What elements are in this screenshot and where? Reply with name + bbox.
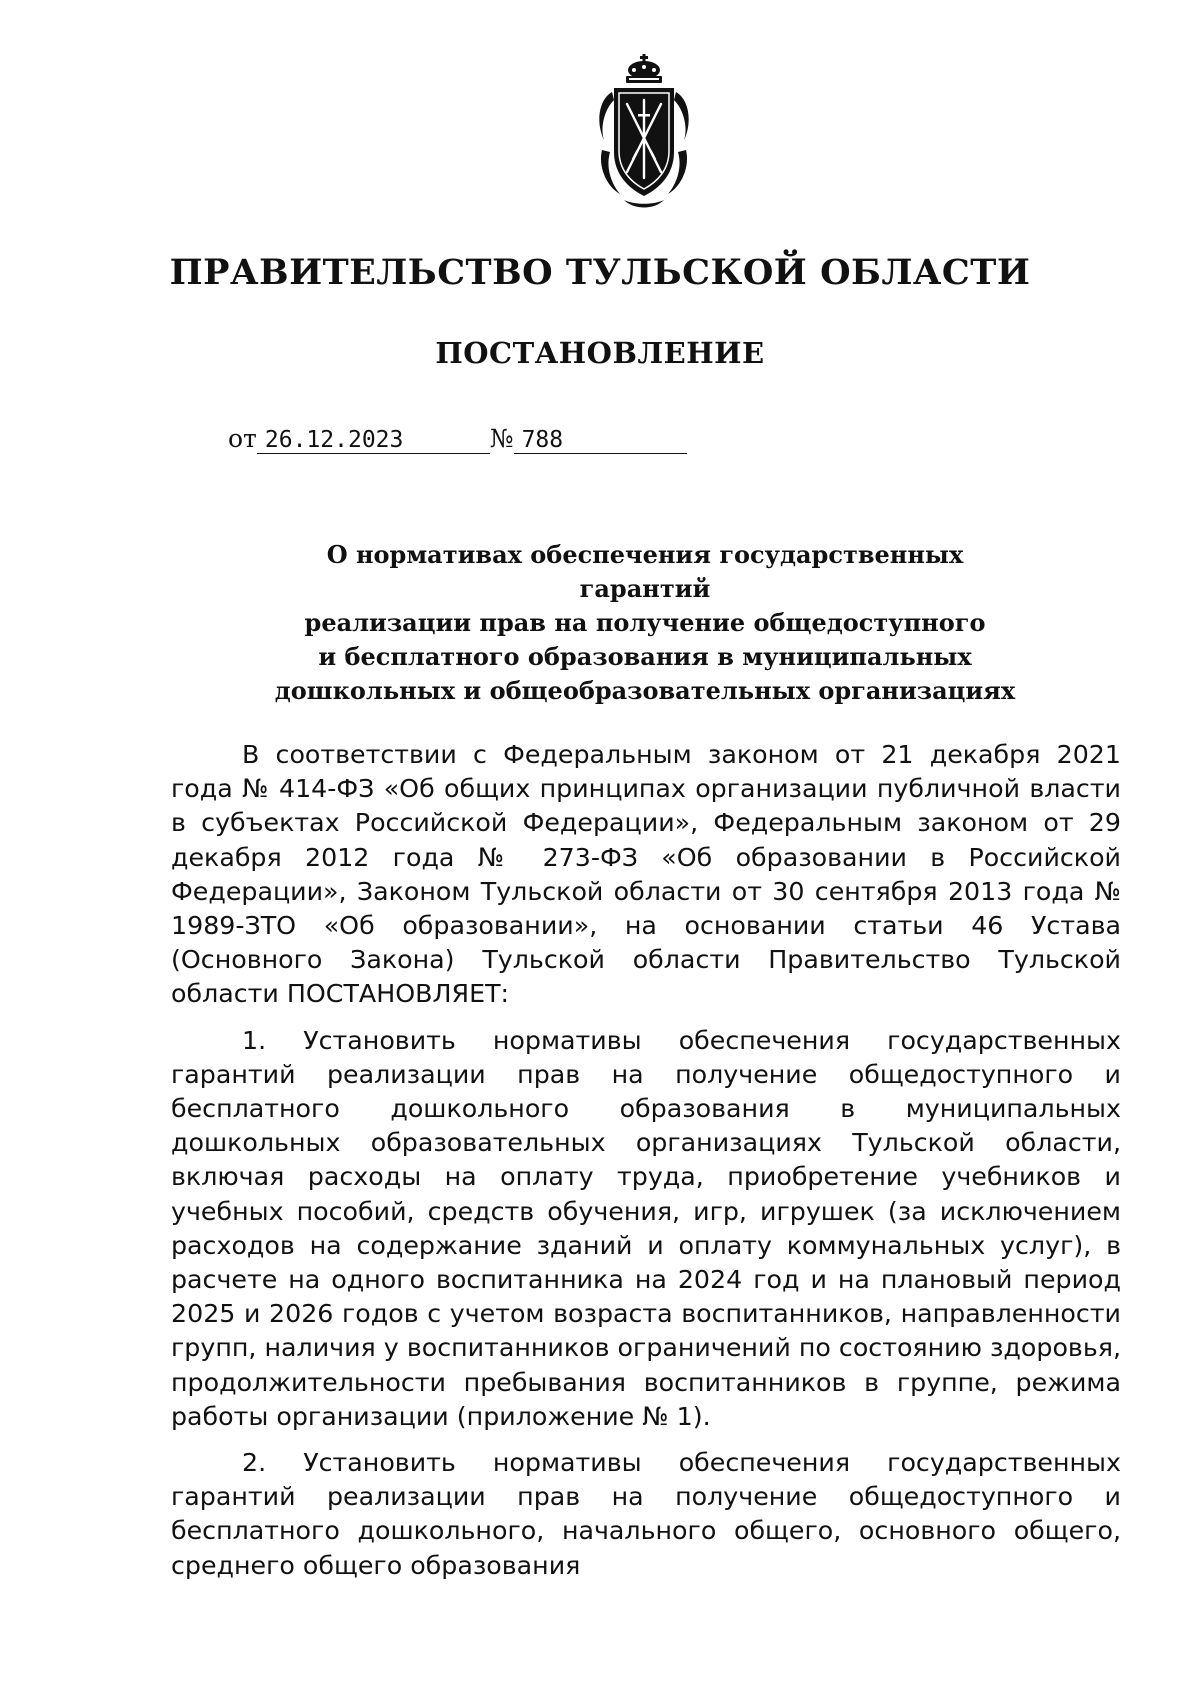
coat-of-arms-icon — [594, 54, 694, 214]
date-label: от — [228, 424, 257, 453]
tula-coat-of-arms-icon — [594, 54, 694, 214]
document-subject — [260, 538, 1030, 708]
clause-2-paragraph: 2. Установить нормативы обеспечения государственных гарантий реализации прав на получение общедоступного и бесплатного дошкольного, начального общего, основного общего, среднего общего образования — [171, 1448, 1121, 1580]
document-body — [171, 738, 1121, 1583]
document-number: 788 — [514, 427, 687, 454]
document-type: ПОСТАНОВЛЕНИЕ — [435, 336, 765, 370]
subject-line: О нормативах обеспечения государственных гарантий — [326, 540, 964, 603]
subject-line: и бесплатного образования в муниципальных — [318, 642, 972, 671]
clause-1-paragraph: 1. Установить нормативы обеспечения государственных гарантий реализации прав на получение общедоступного и бесплатного дошкольного образования в муниципальных дошкольных образовательных организациях Тульской области, включая расходы на оплату труда, приобретение учебников и учебных пособий, средств обучения, игр, игрушек (за исключением расходов на содержание зданий и оплату коммунальных услуг), в расчете на одного воспитанника на 2024 год и на плановый период 2025 и 2026 годов с учетом возраста воспитанников, направленности групп, наличия у воспитанников ограничений по состоянию здоровья, продолжительности пребывания воспитанников в группе, режима работы организации (приложение № 1). — [171, 1025, 1121, 1431]
subject-line: реализации прав на получение общедоступного — [304, 608, 986, 637]
subject-line: дошкольных и общеобразовательных организациях — [274, 676, 1016, 705]
document-date: 26.12.2023 — [257, 427, 490, 454]
preamble-paragraph: В соответствии с Федеральным законом от 21 декабря 2021 года № 414-ФЗ «Об общих принципах организации публичной власти в субъектах Российской Федерации», Федеральным законом от 29 декабря 2012 года № 273-ФЗ «Об образовании в Российской Федерации», Законом Тульской области от 30 сентября 2013 года № 1989-ЗТО «Об образовании», на основании статьи 46 Устава (Основного Закона) Тульской области Правительство Тульской области ПОСТАНОВЛЯЕТ: — [171, 740, 1121, 1009]
number-label: № — [489, 424, 514, 453]
registration-line — [228, 424, 687, 454]
government-title: ПРАВИТЕЛЬСТВО ТУЛЬСКОЙ ОБЛАСТИ — [169, 252, 1031, 293]
